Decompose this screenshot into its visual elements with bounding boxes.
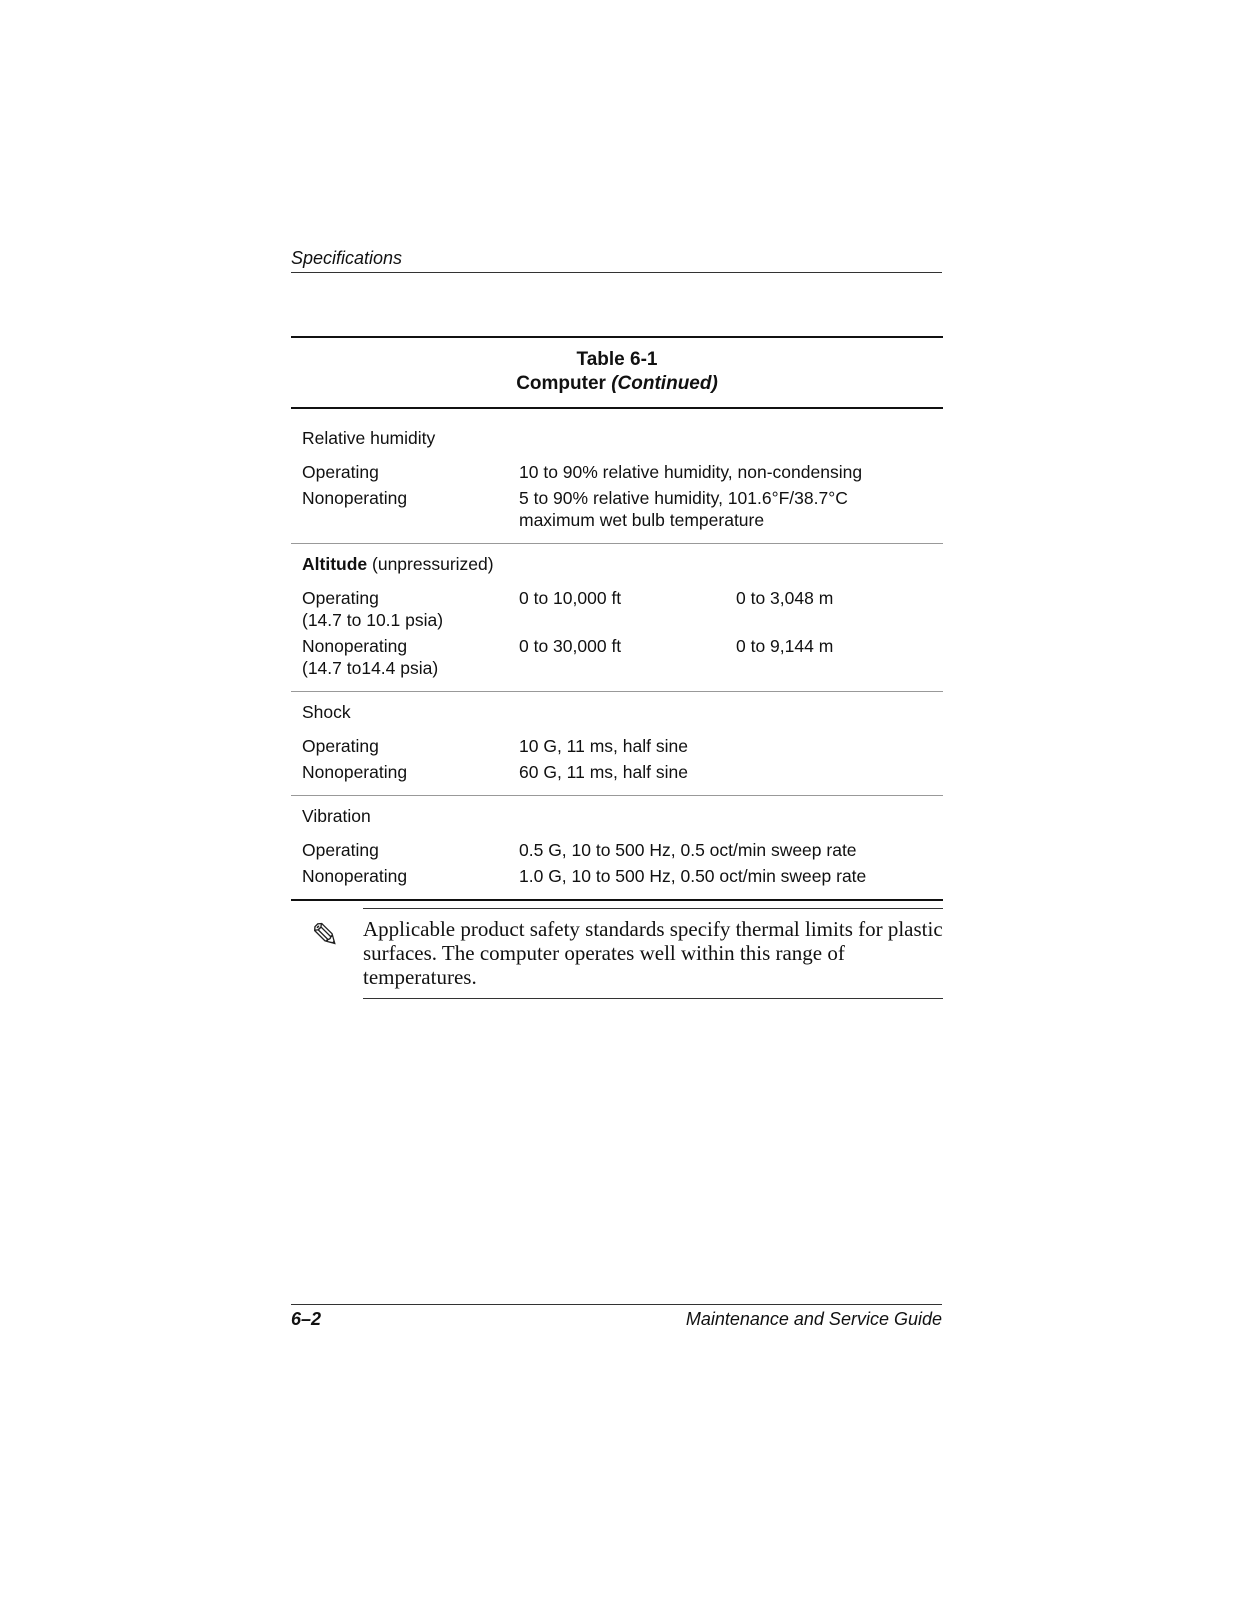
guide-title: Maintenance and Service Guide: [685, 1309, 942, 1329]
section-altitude: [291, 544, 943, 692]
note-rule-bottom: [363, 998, 943, 999]
note-text: Applicable product safety standards specify thermal limits for plastic surfaces. The computer operates well within this range of temperatures.: [363, 917, 943, 989]
specifications-table: [291, 336, 943, 901]
table-row: [302, 461, 943, 483]
row-label: Operating: [302, 736, 379, 756]
row-value: 10 to 90% relative humidity, non-condensing: [519, 462, 863, 482]
row-label-line2: (14.7 to14.4 psia): [302, 658, 439, 678]
row-value: 0 to 10,000 ft: [519, 588, 622, 608]
section-title: [302, 553, 943, 575]
row-value: 5 to 90% relative humidity, 101.6°F/38.7°C: [519, 488, 848, 508]
section-title: Relative humidity: [302, 428, 436, 448]
table-continued: (Continued): [611, 373, 718, 394]
row-label-block: [302, 635, 519, 679]
table-number: Table 6-1: [576, 349, 658, 370]
row-value: 10 G, 11 ms, half sine: [519, 736, 688, 756]
section-vibration: [291, 796, 943, 901]
table-row: [302, 839, 943, 861]
section-shock: [291, 692, 943, 796]
row-value: 1.0 G, 10 to 500 Hz, 0.50 oct/min sweep rate: [519, 866, 867, 886]
row-value: 0.5 G, 10 to 500 Hz, 0.5 oct/min sweep rate: [519, 840, 857, 860]
row-value-metric: 0 to 9,144 m: [736, 636, 834, 656]
row-value: 0 to 30,000 ft: [519, 636, 622, 656]
table-caption: [291, 336, 943, 409]
row-value-metric: 0 to 3,048 m: [736, 588, 834, 608]
section-title-bold: Altitude: [302, 554, 368, 574]
row-label: Operating: [302, 840, 379, 860]
row-value: 60 G, 11 ms, half sine: [519, 762, 688, 782]
table-row: [302, 487, 943, 531]
table-row: [302, 761, 943, 783]
pencil-icon: ✎: [311, 916, 340, 956]
row-label: Nonoperating: [302, 866, 408, 886]
table-row: [302, 635, 943, 679]
table-title: [291, 372, 943, 396]
row-label: Nonoperating: [302, 488, 408, 508]
table-title-text: Computer: [516, 373, 606, 394]
row-value-block: [519, 487, 939, 531]
note-rule-top: [363, 908, 943, 909]
page-footer: [291, 1304, 942, 1330]
running-head: Specifications: [291, 248, 942, 273]
table-row: [302, 587, 943, 631]
section-title-rest: (unpressurized): [367, 554, 494, 574]
section-title: Shock: [302, 702, 351, 722]
row-label-line2: (14.7 to 10.1 psia): [302, 610, 444, 630]
section-title: Vibration: [302, 806, 371, 826]
row-label: Nonoperating: [302, 762, 408, 782]
row-label-block: [302, 587, 519, 631]
row-label: Nonoperating: [302, 636, 408, 656]
section-relative-humidity: [291, 409, 943, 544]
table-row: [302, 735, 943, 757]
row-label: Operating: [302, 462, 379, 482]
row-label: Operating: [302, 588, 379, 608]
page-number: 6–2: [291, 1309, 322, 1329]
table-row: [302, 865, 943, 887]
row-value-line2: maximum wet bulb temperature: [519, 510, 765, 530]
